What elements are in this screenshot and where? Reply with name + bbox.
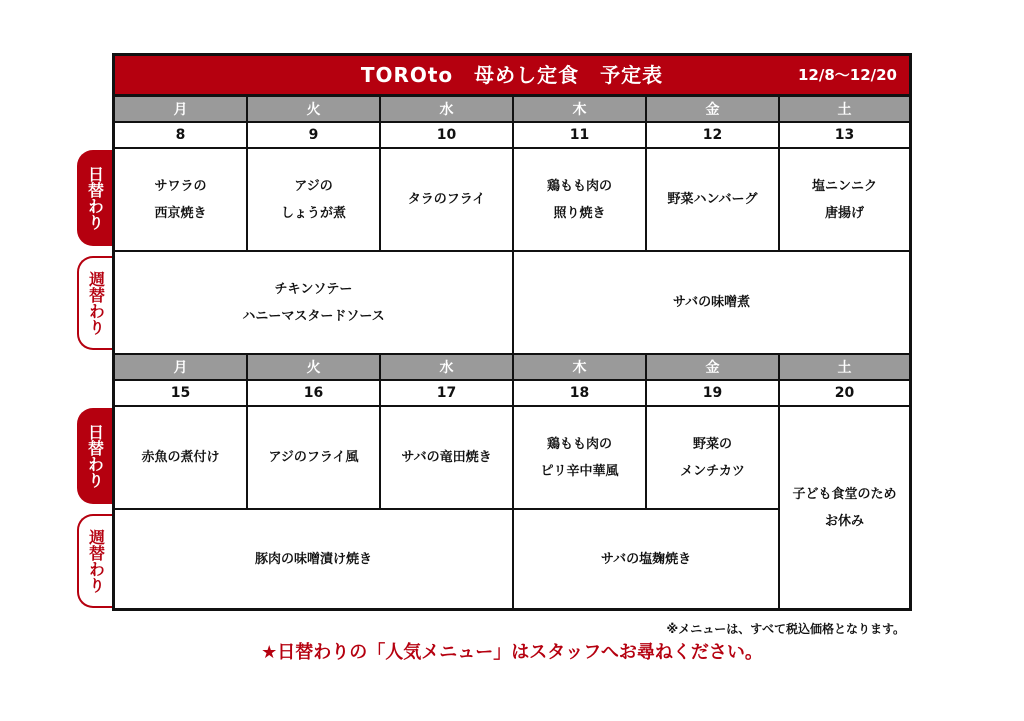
day-header: 月 (115, 355, 248, 381)
daily-dish: 赤魚の煮付け (115, 407, 248, 510)
day-header: 金 (647, 355, 780, 381)
date-number: 8 (115, 123, 248, 149)
date-range: 12/8〜12/20 (797, 66, 897, 84)
date-number: 17 (381, 381, 514, 407)
date-number: 10 (381, 123, 514, 149)
tax-note: ※メニューは、すべて税込価格となります。 (666, 622, 905, 636)
day-header: 土 (780, 97, 909, 123)
menu-schedule-table (112, 53, 912, 611)
day-header: 水 (381, 97, 514, 123)
weekly-dish: チキンソテー ハニーマスタードソース (115, 252, 514, 355)
date-number: 12 (647, 123, 780, 149)
daily-dish: アジの しょうが煮 (248, 149, 381, 252)
daily-label: 日替わり (77, 150, 112, 246)
day-header: 水 (381, 355, 514, 381)
date-number: 11 (514, 123, 647, 149)
daily-dish: 野菜の メンチカツ (647, 407, 780, 510)
weekly-label: 週替わり (77, 256, 112, 350)
day-header: 木 (514, 355, 647, 381)
page-title: TOROto 母めし定食 予定表 (360, 63, 664, 87)
daily-dish: サバの竜田焼き (381, 407, 514, 510)
day-header: 木 (514, 97, 647, 123)
date-number: 13 (780, 123, 909, 149)
daily-dish: 塩ニンニク 唐揚げ (780, 149, 909, 252)
daily-label: 日替わり (77, 408, 112, 504)
date-number: 18 (514, 381, 647, 407)
day-header: 土 (780, 355, 909, 381)
date-number: 9 (248, 123, 381, 149)
daily-dish: タラのフライ (381, 149, 514, 252)
daily-dish: 鶏もも肉の 照り焼き (514, 149, 647, 252)
day-header: 火 (248, 97, 381, 123)
daily-dish: アジのフライ風 (248, 407, 381, 510)
date-number: 19 (647, 381, 780, 407)
daily-dish: サワラの 西京焼き (115, 149, 248, 252)
date-number: 20 (780, 381, 909, 407)
day-header: 金 (647, 97, 780, 123)
day-header: 月 (115, 97, 248, 123)
daily-dish: 野菜ハンバーグ (647, 149, 780, 252)
weekly-label: 週替わり (77, 514, 112, 608)
day-header: 火 (248, 355, 381, 381)
weekly-dish: サバの塩麹焼き (514, 510, 780, 608)
footer-notice: ★日替わりの「人気メニュー」はスタッフへお尋ねください。 (261, 642, 763, 663)
weekly-dish: 豚肉の味噌漬け焼き (115, 510, 514, 608)
date-number: 15 (115, 381, 248, 407)
weekly-dish: サバの味噌煮 (514, 252, 909, 355)
daily-dish: 鶏もも肉の ピリ辛中華風 (514, 407, 647, 510)
date-number: 16 (248, 381, 381, 407)
saturday-closed-notice: 子ども食堂のため お休み (780, 407, 909, 608)
title-bar (115, 56, 909, 97)
